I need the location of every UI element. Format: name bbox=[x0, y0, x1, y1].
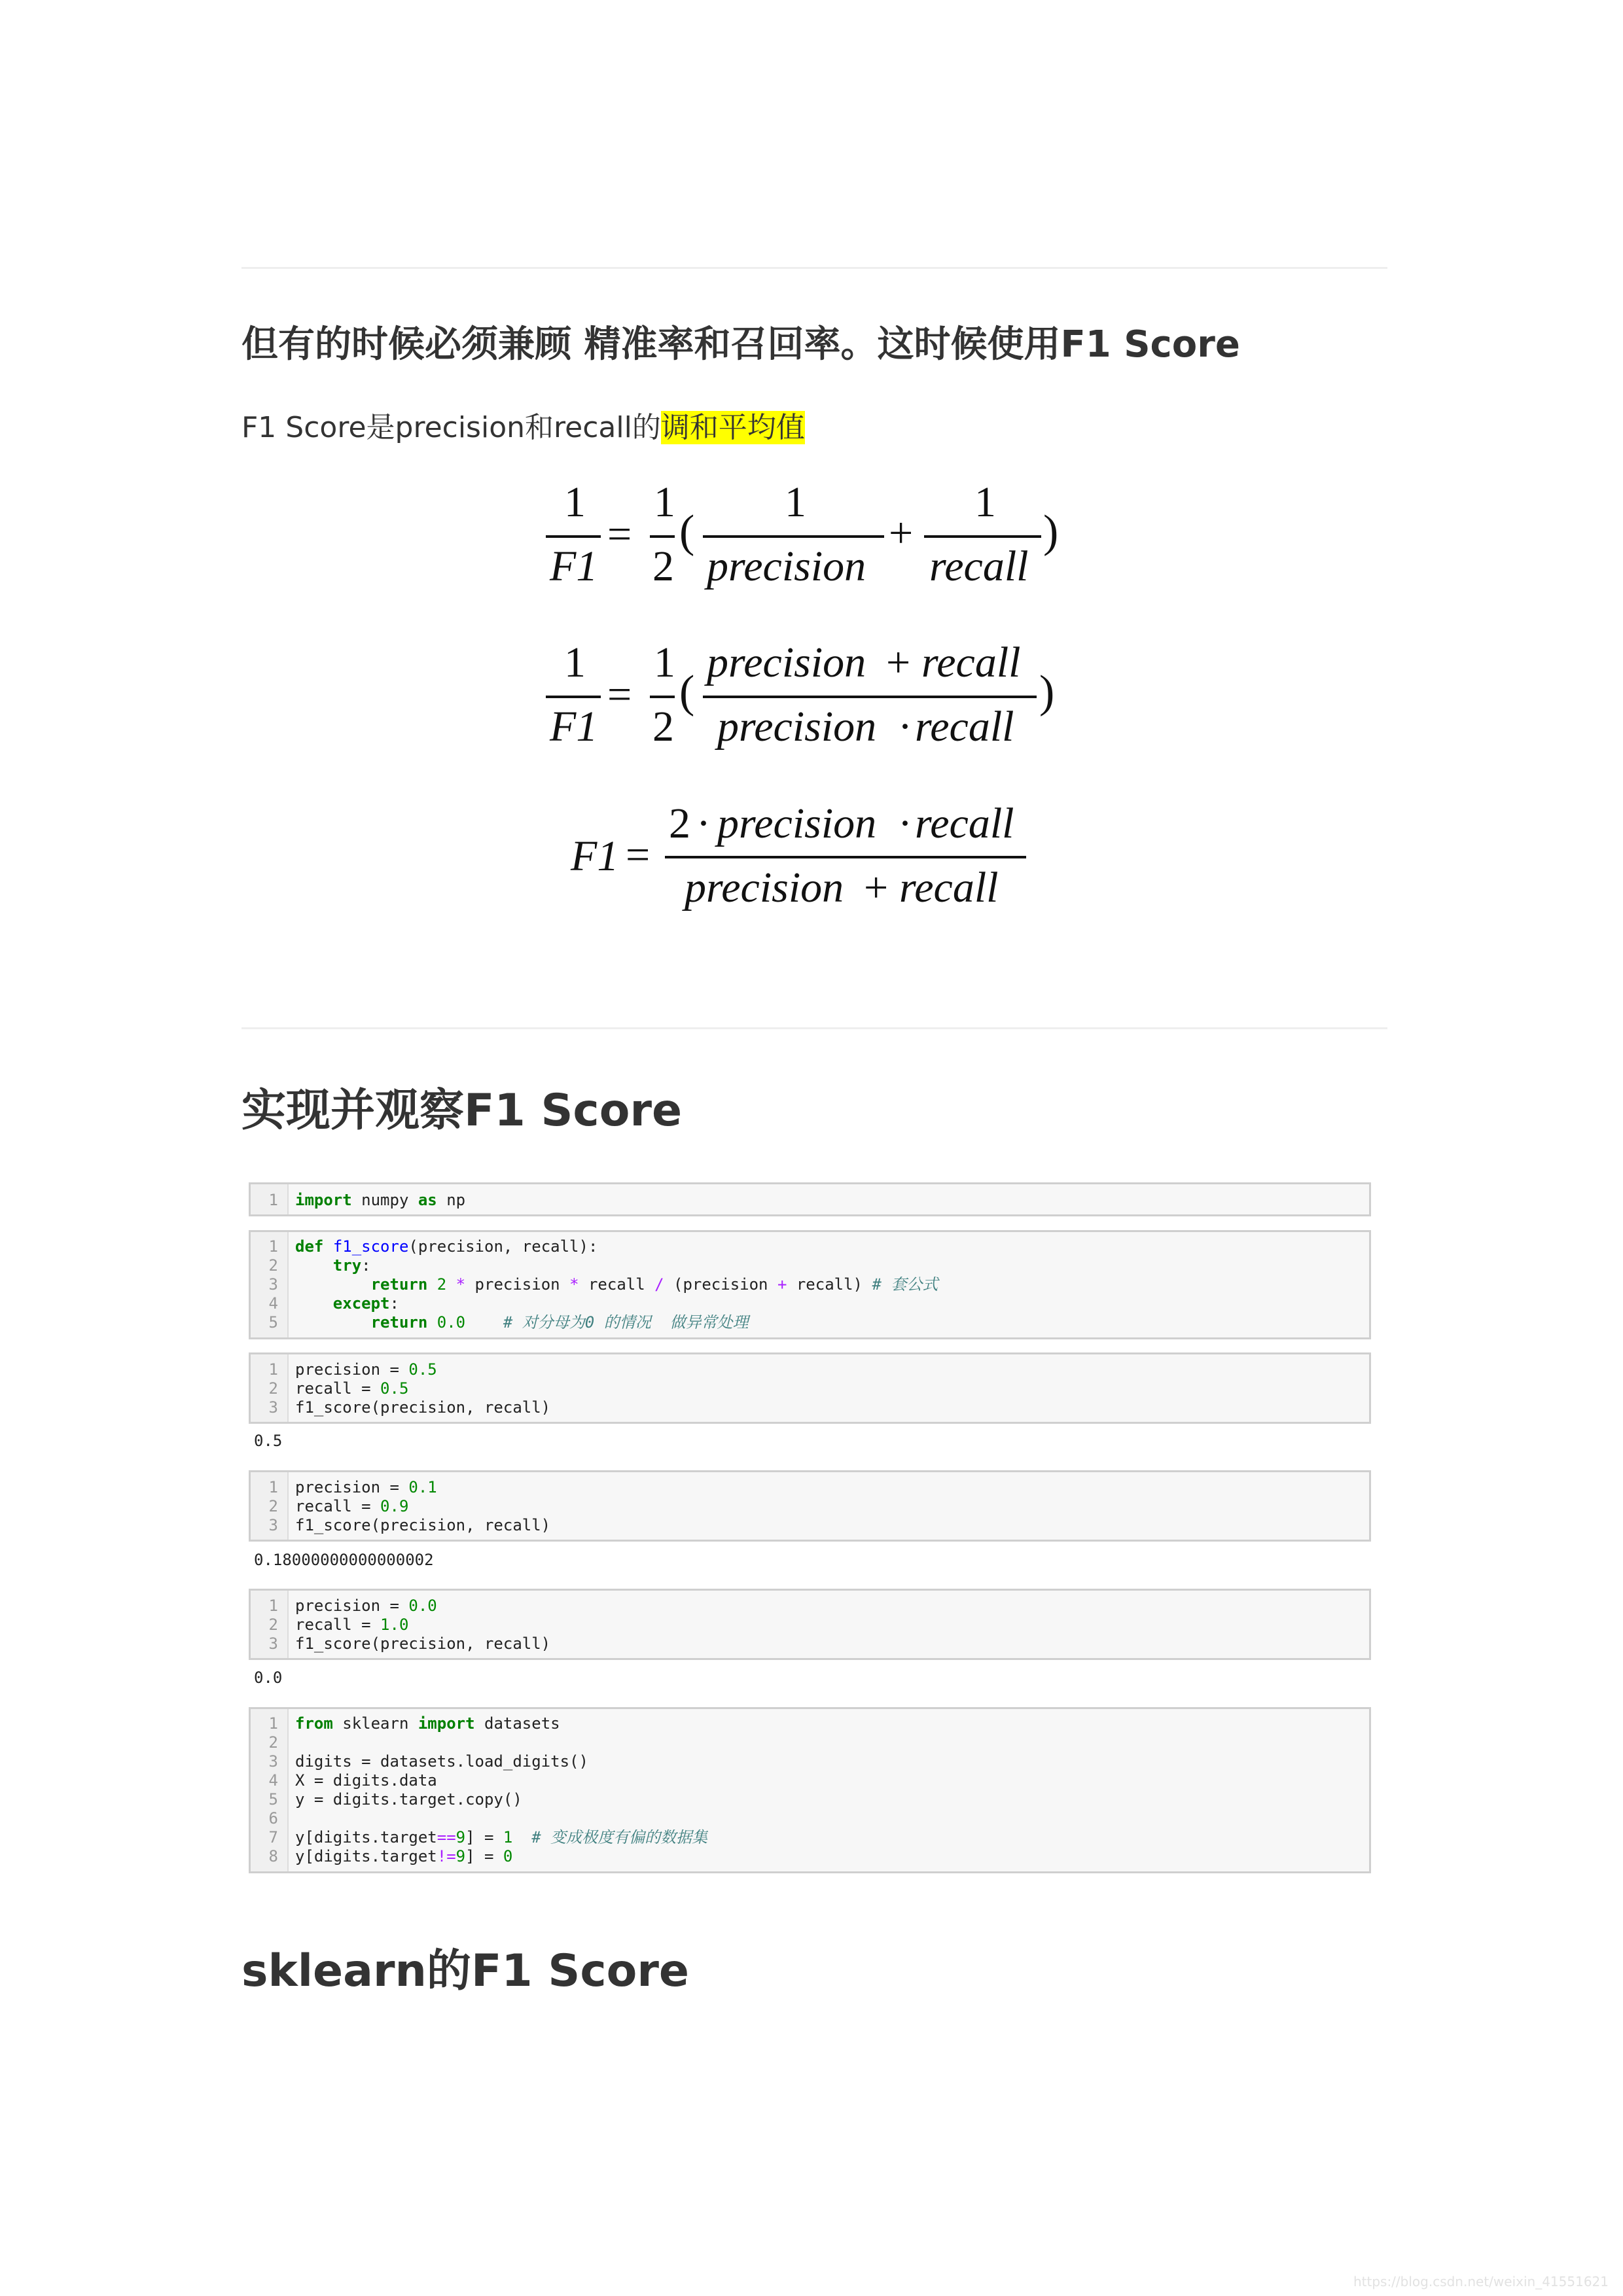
line-number: 3 bbox=[268, 1752, 278, 1771]
code-line: f1_score(precision, recall) bbox=[295, 1516, 551, 1534]
line-number: 3 bbox=[268, 1398, 278, 1417]
code-line: recall = 1.0 bbox=[295, 1616, 409, 1634]
code-line: y = digits.target.copy() bbox=[295, 1790, 522, 1809]
plus: + bbox=[889, 509, 914, 557]
f1-den: F1 bbox=[550, 542, 598, 590]
code-line: recall = 0.9 bbox=[295, 1497, 409, 1515]
cell-output: 0.0 bbox=[254, 1669, 283, 1687]
line-number: 3 bbox=[268, 1634, 278, 1653]
num-dot-1: · bbox=[696, 800, 711, 847]
inv-precision-num: 1 bbox=[785, 478, 806, 526]
code-cell-6[interactable] bbox=[249, 1707, 1371, 1873]
fraction-bar bbox=[924, 535, 1041, 538]
line-number: 4 bbox=[268, 1771, 278, 1790]
num-dot-2: · bbox=[898, 800, 912, 847]
sum-precision: precision bbox=[707, 639, 866, 686]
num-two: 2 bbox=[669, 800, 690, 847]
inv-precision-den: precision bbox=[707, 542, 866, 590]
code-cell-5[interactable] bbox=[249, 1589, 1371, 1660]
line-number: 4 bbox=[268, 1294, 278, 1313]
half-num: 1 bbox=[654, 639, 675, 686]
watermark: https://blog.csdn.net/weixin_41551621 bbox=[1353, 2274, 1609, 2289]
f3-lhs: F1 bbox=[571, 832, 619, 880]
code-line: try: bbox=[332, 1256, 371, 1275]
num-precision: precision bbox=[717, 800, 877, 847]
section-heading-implementation: 实现并观察F1 Score bbox=[241, 1085, 683, 1137]
code-line: def f1_score(precision, recall): bbox=[295, 1237, 598, 1256]
line-number: 1 bbox=[268, 1714, 278, 1733]
prod-dot: · bbox=[898, 703, 912, 751]
code-cell-1[interactable] bbox=[249, 1182, 1371, 1216]
num-recall: recall bbox=[915, 800, 1014, 847]
fraction-bar bbox=[546, 696, 601, 698]
line-number: 1 bbox=[268, 1237, 278, 1256]
half-den: 2 bbox=[652, 703, 674, 751]
den-precision: precision bbox=[685, 864, 844, 911]
fraction-bar bbox=[650, 535, 675, 538]
equals: = bbox=[607, 510, 632, 558]
f1-num: 1 bbox=[564, 478, 586, 526]
code-cell-4[interactable] bbox=[249, 1470, 1371, 1542]
code-line: X = digits.data bbox=[295, 1771, 437, 1790]
section-heading-f1-intro: 但有的时候必须兼顾 精准率和召回率。这时候使用F1 Score bbox=[241, 323, 1240, 366]
left-paren: ( bbox=[679, 667, 695, 717]
f2-num: 1 bbox=[564, 639, 586, 686]
left-paren: ( bbox=[679, 506, 695, 557]
inv-recall-num: 1 bbox=[974, 478, 996, 526]
code-line: f1_score(precision, recall) bbox=[295, 1634, 551, 1653]
line-number: 7 bbox=[268, 1828, 278, 1846]
f2-den: F1 bbox=[550, 703, 598, 751]
inv-recall-den: recall bbox=[929, 542, 1029, 590]
den-plus: + bbox=[864, 864, 889, 911]
line-number: 3 bbox=[268, 1516, 278, 1534]
sum-plus: + bbox=[886, 639, 911, 686]
highlighted-term: 调和平均值 bbox=[660, 411, 805, 444]
top-divider bbox=[241, 267, 1387, 269]
right-paren: ) bbox=[1039, 667, 1055, 717]
line-number: 1 bbox=[268, 1191, 278, 1209]
prod-precision: precision bbox=[717, 703, 877, 751]
line-number: 2 bbox=[268, 1616, 278, 1634]
fraction-bar bbox=[665, 856, 1026, 858]
half-den: 2 bbox=[652, 542, 674, 590]
code-line: import numpy as np bbox=[295, 1191, 466, 1209]
code-line: return 2 * precision * recall / (precision + recall) # 套公式 bbox=[370, 1275, 938, 1294]
code-line: precision = 0.5 bbox=[295, 1360, 437, 1379]
den-recall: recall bbox=[899, 864, 999, 911]
code-line: recall = 0.5 bbox=[295, 1379, 409, 1398]
code-line: precision = 0.0 bbox=[295, 1597, 437, 1615]
intro-paragraph bbox=[241, 408, 805, 448]
line-number: 6 bbox=[268, 1809, 278, 1828]
line-number: 2 bbox=[268, 1256, 278, 1275]
code-line: return 0.0 # 对分母为0 的情况 做异常处理 bbox=[370, 1313, 749, 1332]
code-line: f1_score(precision, recall) bbox=[295, 1398, 551, 1417]
equals: = bbox=[607, 671, 632, 718]
cell-output: 0.18000000000000002 bbox=[254, 1551, 434, 1569]
line-number: 2 bbox=[268, 1379, 278, 1398]
cell-output: 0.5 bbox=[254, 1432, 283, 1450]
code-line: from sklearn import datasets bbox=[295, 1714, 560, 1733]
code-cell-3[interactable] bbox=[249, 1352, 1371, 1424]
fraction-bar bbox=[650, 696, 675, 698]
line-number: 8 bbox=[268, 1847, 278, 1865]
equals: = bbox=[626, 831, 651, 879]
code-line: y[digits.target!=9] = 0 bbox=[295, 1847, 513, 1865]
right-paren: ) bbox=[1043, 506, 1059, 557]
fraction-bar bbox=[703, 696, 1037, 698]
section-heading-sklearn: sklearn的F1 Score bbox=[241, 1945, 690, 1997]
line-number: 1 bbox=[268, 1478, 278, 1496]
line-number: 5 bbox=[268, 1313, 278, 1332]
sum-recall: recall bbox=[921, 639, 1021, 686]
fraction-bar bbox=[703, 535, 884, 538]
line-number: 2 bbox=[268, 1497, 278, 1515]
code-cell-2[interactable] bbox=[249, 1230, 1371, 1339]
intro-text: F1 Score是precision和recall的 bbox=[241, 411, 661, 444]
line-number: 1 bbox=[268, 1360, 278, 1379]
half-num: 1 bbox=[654, 478, 675, 526]
code-line: except: bbox=[332, 1294, 399, 1313]
code-line: precision = 0.1 bbox=[295, 1478, 437, 1496]
prod-recall: recall bbox=[915, 703, 1014, 751]
fraction-bar bbox=[546, 535, 601, 538]
section-divider bbox=[241, 1027, 1387, 1029]
code-line: y[digits.target==9] = 1 # 变成极度有偏的数据集 bbox=[295, 1828, 708, 1846]
line-number: 5 bbox=[268, 1790, 278, 1809]
line-number: 2 bbox=[268, 1733, 278, 1752]
code-line: digits = datasets.load_digits() bbox=[295, 1752, 588, 1771]
line-number: 1 bbox=[268, 1597, 278, 1615]
line-number: 3 bbox=[268, 1275, 278, 1294]
